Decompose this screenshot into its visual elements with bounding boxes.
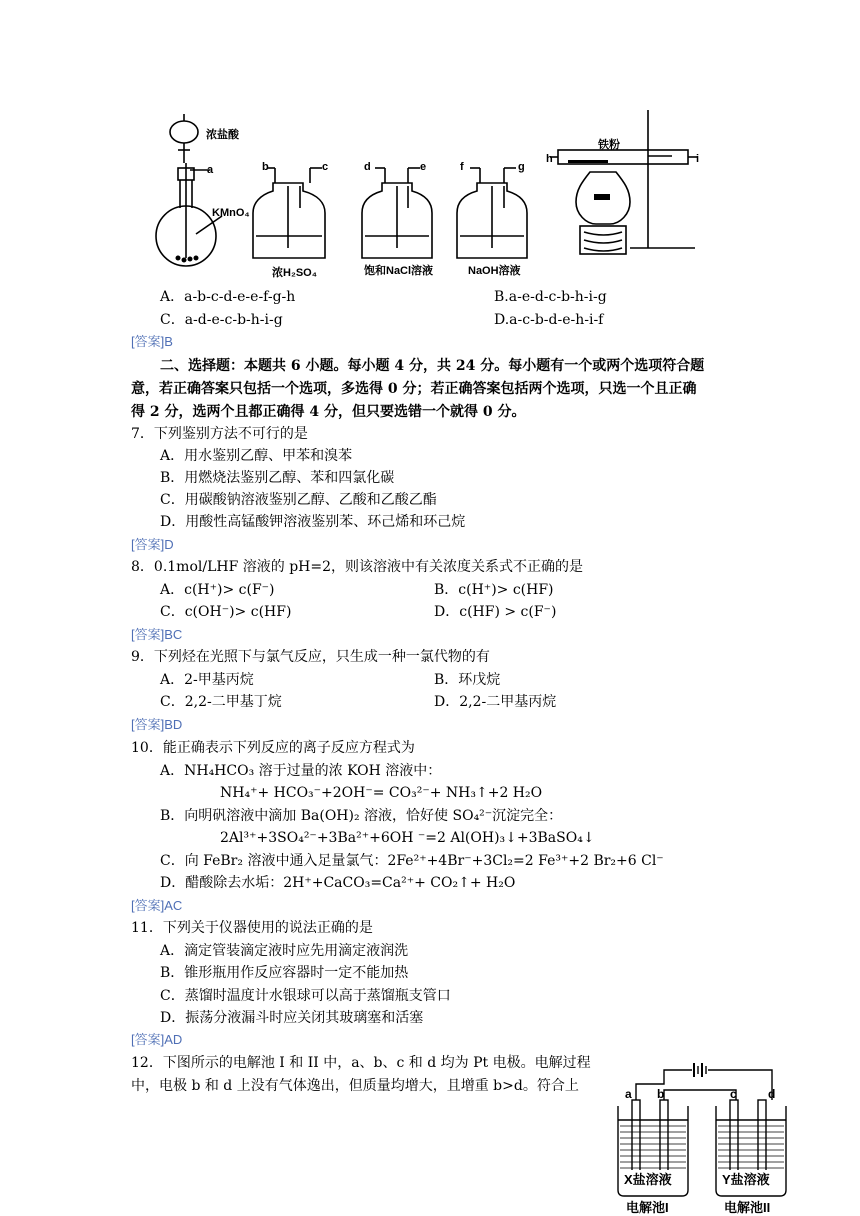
q10-option-b-equation: 2Al³⁺+3SO₄²⁻+3Ba²⁺+6OH ⁻=2 Al(OH)₃↓+3BaSO₄↓ [220, 830, 595, 846]
q10-option-c: C．向 FeBr₂ 溶液中通入足量氯气：2Fe²⁺+4Br⁻+3Cl₂=2 Fe³⁺+2 Br₂+6 Cl⁻ [160, 853, 664, 869]
q8-option-b: B．c(H⁺)> c(HF) [434, 582, 554, 598]
q6-option-a: A．a-b-c-d-e-e-f-g-h [160, 289, 296, 305]
cell2-label: 电解池II [724, 1200, 771, 1215]
cell1-label: 电解池I [626, 1200, 669, 1215]
label-e: e [420, 161, 427, 173]
q12-line1: 12．下图所示的电解池 I 和 II 中，a、b、c 和 d 均为 Pt 电极。电解过程 [131, 1055, 591, 1071]
q8-option-a: A．c(H⁺)> c(F⁻) [160, 582, 275, 598]
apparatus-figure [150, 108, 710, 278]
q9-option-a: A．2-甲基丙烷 [160, 672, 254, 688]
section2-line3: 得 2 分，选两个且都正确得 4 分，但只要选错一个就得 0 分。 [131, 404, 526, 420]
q9-option-d: D．2,2-二甲基丙烷 [434, 694, 557, 710]
q8-option-c: C．c(OH⁻)> c(HF) [160, 604, 292, 620]
section2-line1: 二、选择题：本题共 6 小题。每小题 4 分，共 24 分。每小题有一个或两个选项符合题 [160, 358, 705, 374]
cell-label-b: b [657, 1087, 665, 1101]
q11-option-d: D．振荡分液漏斗时应关闭其玻璃塞和活塞 [160, 1010, 424, 1026]
q7-stem: 7．下列鉴别方法不可行的是 [131, 426, 308, 442]
electrolysis-figure [612, 1060, 798, 1216]
cell-label-c: c [730, 1087, 737, 1101]
label-a: a [207, 164, 214, 176]
label-acid: 浓盐酸 [206, 129, 239, 141]
q6-answer: [答案]B [131, 334, 173, 349]
cell-label-a: a [625, 1087, 632, 1101]
q9-option-b: B．环戊烷 [434, 672, 501, 688]
x-solution-label: X盐溶液 [624, 1172, 672, 1187]
label-bottle2: 饱和NaCl溶液 [364, 265, 434, 277]
q7-option-c: C．用碳酸钠溶液鉴别乙醇、乙酸和乙酸乙酯 [160, 492, 437, 508]
q10-answer: [答案]AC [131, 898, 183, 913]
q10-stem: 10．能正确表示下列反应的离子反应方程式为 [131, 740, 415, 756]
q11-option-c: C．蒸馏时温度计水银球可以高于蒸馏瓶支管口 [160, 988, 451, 1004]
q11-stem: 11．下列关于仪器使用的说法正确的是 [131, 920, 373, 936]
label-kmno4: KMnO₄ [212, 207, 250, 219]
label-d: d [364, 161, 371, 173]
label-c: c [322, 161, 329, 173]
cell-label-d: d [768, 1087, 776, 1101]
q7-answer: [答案]D [131, 537, 174, 552]
q8-stem: 8．0.1mol/LHF 溶液的 pH=2，则该溶液中有关浓度关系式不正确的是 [131, 559, 583, 575]
q11-option-a: A．滴定管装滴定液时应先用滴定液润洗 [160, 943, 409, 959]
q11-option-b: B．锥形瓶用作反应容器时一定不能加热 [160, 965, 409, 981]
q10-option-a-equation: NH₄⁺+ HCO₃⁻+2OH⁻= CO₃²⁻+ NH₃↑+2 H₂O [220, 785, 543, 801]
q8-answer: [答案]BC [131, 627, 183, 642]
q9-answer: [答案]BD [131, 717, 183, 732]
q8-option-d: D．c(HF) > c(F⁻) [434, 604, 557, 620]
q6-option-c: C．a-d-e-c-b-h-i-g [160, 312, 283, 328]
q12-line2: 中，电极 b 和 d 上没有气体逸出，但质量均增大，且增重 b>d。符合上 [131, 1078, 579, 1094]
q9-option-c: C．2,2-二甲基丁烷 [160, 694, 282, 710]
q6-option-b: B.a-e-d-c-b-h-i-g [494, 289, 607, 305]
q7-option-d: D．用酸性高锰酸钾溶液鉴别苯、环己烯和环己烷 [160, 514, 466, 530]
section2-line2: 意，若正确答案只包括一个选项，多选得 0 分；若正确答案包括两个选项，只选一个且正确 [131, 381, 697, 397]
label-f: f [460, 161, 464, 173]
label-b: b [262, 161, 269, 173]
label-i: i [696, 153, 700, 165]
q7-option-a: A．用水鉴别乙醇、甲苯和溴苯 [160, 448, 353, 464]
label-iron: 铁粉 [598, 139, 620, 151]
label-h: h [546, 153, 553, 165]
q6-option-d: D.a-c-b-d-e-h-i-f [494, 312, 604, 328]
q7-option-b: B．用燃烧法鉴别乙醇、苯和四氯化碳 [160, 470, 395, 486]
q9-stem: 9．下列烃在光照下与氯气反应，只生成一种一氯代物的有 [131, 649, 490, 665]
q10-option-a: A．NH₄HCO₃ 溶于过量的浓 KOH 溶液中： [160, 763, 442, 779]
label-bottle3: NaOH溶液 [468, 265, 521, 277]
q10-option-d: D．醋酸除去水垢：2H⁺+CaCO₃=Ca²⁺+ CO₂↑+ H₂O [160, 875, 516, 891]
label-g: g [518, 161, 525, 173]
label-bottle1: 浓H₂SO₄ [272, 267, 317, 278]
q11-answer: [答案]AD [131, 1032, 183, 1047]
y-solution-label: Y盐溶液 [722, 1172, 770, 1187]
q10-option-b: B．向明矾溶液中滴加 Ba(OH)₂ 溶液，恰好使 SO₄²⁻沉淀完全： [160, 808, 563, 824]
